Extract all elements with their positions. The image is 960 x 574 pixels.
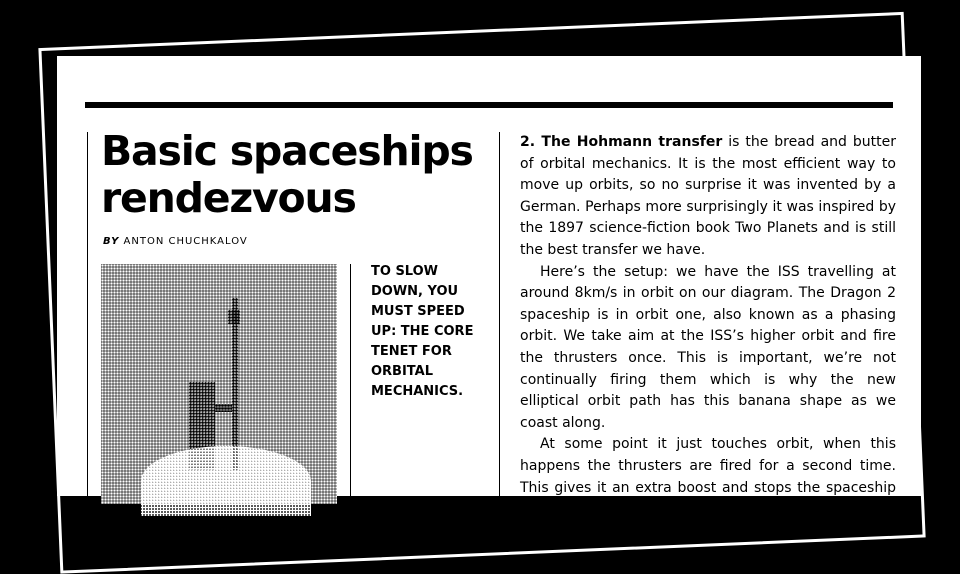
- rocket-launch-photo: [101, 264, 337, 504]
- body-paragraph-1-text: is the bread and butter of orbital mechanics. It is the most efficient way to move up orbits, so no surprise it was invented by a German. Perhaps more surprisingly it was inspired by the 1897 science-fiction book Two Planets and is still the best transfer we have.: [520, 134, 896, 258]
- rocket-fin: [228, 310, 240, 324]
- magazine-page: [57, 56, 921, 518]
- article-title: Basic spaceships rendezvous: [101, 127, 473, 222]
- pull-quote-rule: [350, 264, 351, 504]
- article-body: [520, 132, 896, 521]
- top-rule: [85, 102, 893, 108]
- byline-author: ANTON CHUCHKALOV: [123, 236, 248, 247]
- column-divider: [499, 132, 500, 512]
- body-paragraph-2: Here’s the setup: we have the ISS travelling at around 8km/s in orbit on our diagram. The Dragon 2 spaceship is in orbit one, also known as a phasing orbit. We take aim at the ISS’s higher orbit and fire the thrusters once. This is important, we’re not continually firing them which is why the new elliptical orbit path has this banana shape as we coast along.: [520, 263, 896, 431]
- exhaust-smoke: [141, 446, 311, 516]
- byline: [103, 236, 248, 247]
- section-heading: 2. The Hohmann transfer: [520, 134, 723, 150]
- body-paragraph-3: At some point it just touches orbit, when this happens the thrusters are fired for a second time. This gives it an extra boost and stops the spaceship from: [520, 436, 896, 518]
- launch-tower-arm: [215, 404, 232, 412]
- pull-quote: TO SLOW DOWN, YOU MUST SPEED UP: THE CORE TENET FOR ORBITAL MECHANICS.: [371, 264, 474, 399]
- byline-prefix: BY: [103, 236, 120, 247]
- body-paragraph-1: [520, 132, 896, 262]
- left-column-rule: [87, 132, 88, 512]
